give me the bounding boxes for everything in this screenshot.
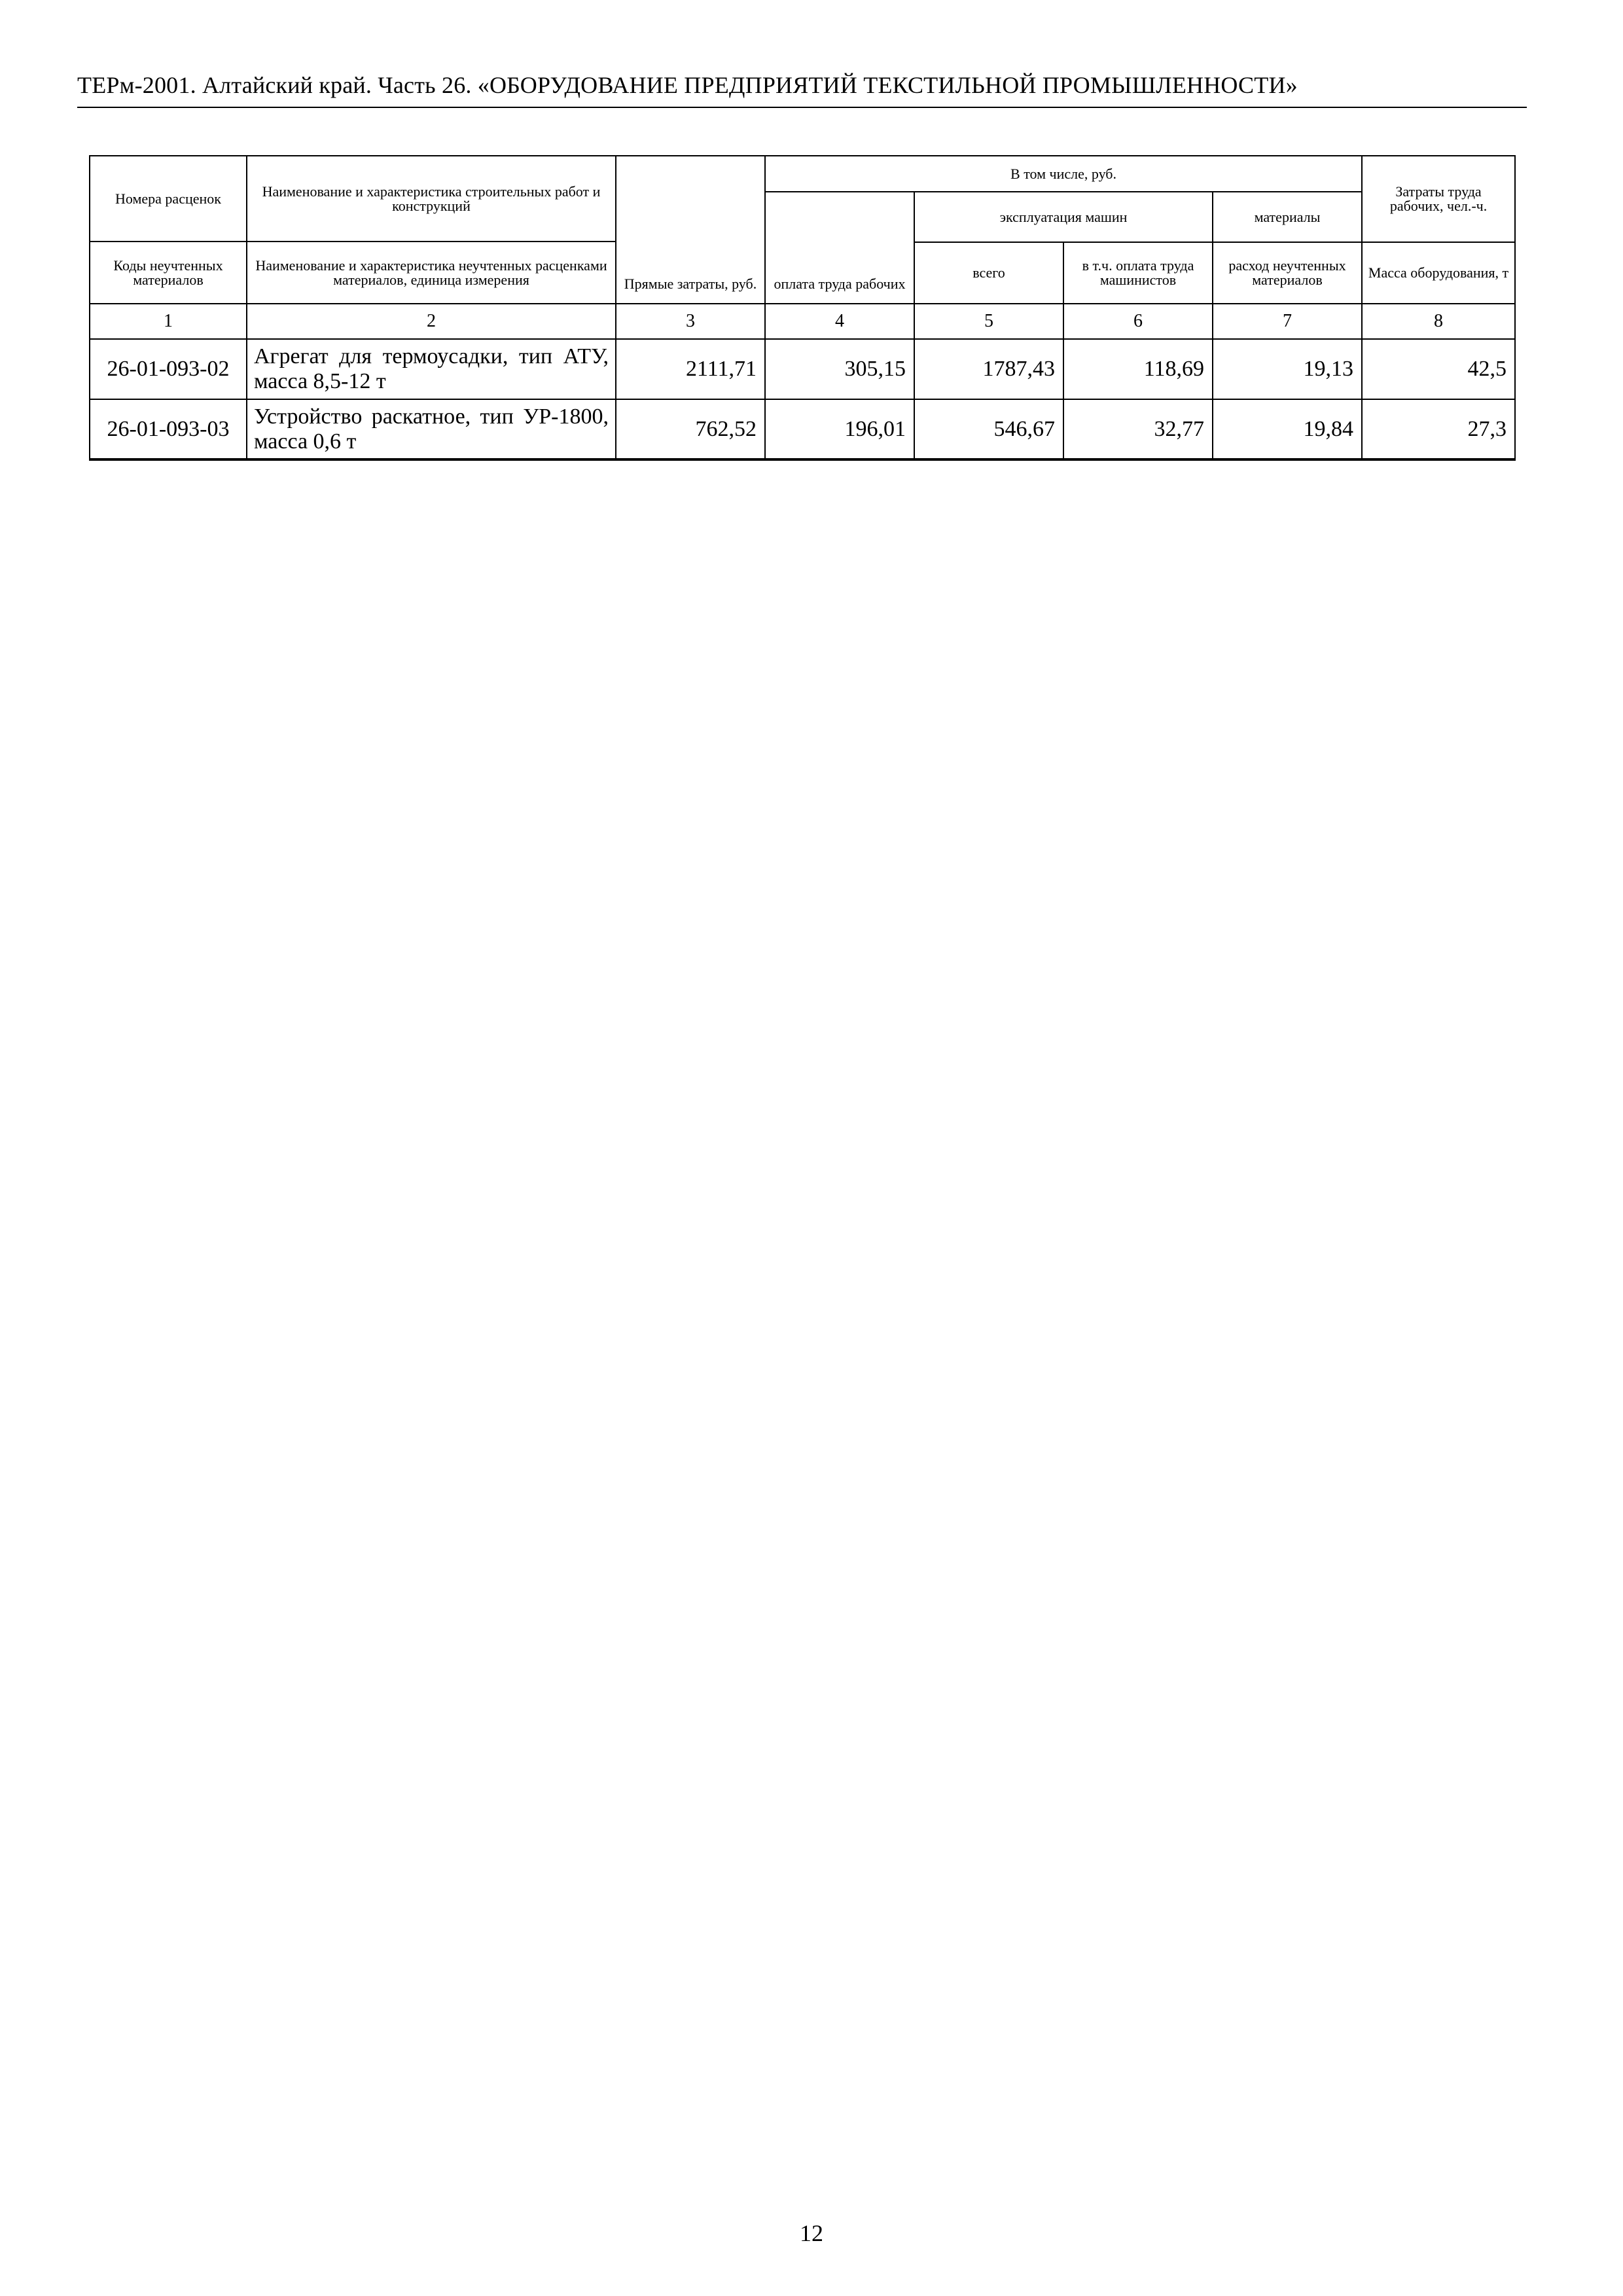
rates-table [89, 155, 1516, 461]
page-header-title: ТЕРм-2001. Алтайский край. Часть 26. «ОБОРУДОВАНИЕ ПРЕДПРИЯТИЙ ТЕКСТИЛЬНОЙ ПРОМЫШЛЕННОСТИ» [77, 72, 1298, 98]
header-direct-costs: Прямые затраты, руб. [616, 156, 765, 304]
column-number: 4 [765, 304, 914, 339]
header-labor-costs: Затраты труда рабочих, чел.-ч. [1362, 156, 1515, 242]
table-row [90, 399, 1515, 459]
header-materials: материалы [1213, 192, 1362, 242]
machines-total-value: 546,67 [914, 399, 1063, 459]
header-unaccounted-materials: расход неучтенных материалов [1213, 242, 1362, 304]
machines-total-value: 1787,43 [914, 339, 1063, 399]
direct-costs-value: 2111,71 [616, 339, 765, 399]
header-work-name: Наименование и характеристика строительных работ и конструкций [247, 156, 616, 242]
direct-costs-value: 762,52 [616, 399, 765, 459]
rate-code: 26-01-093-03 [90, 399, 247, 459]
page-number: 12 [800, 2220, 823, 2246]
header-worker-pay: оплата труда рабочих [765, 192, 914, 304]
column-number: 1 [90, 304, 247, 339]
column-number: 7 [1213, 304, 1362, 339]
header-including: В том числе, руб. [765, 156, 1362, 192]
header-machines-total: всего [914, 242, 1063, 304]
worker-pay-value: 305,15 [765, 339, 914, 399]
column-number: 6 [1063, 304, 1213, 339]
materials-value: 19,84 [1213, 399, 1362, 459]
header-material-codes: Коды неучтенных материалов [90, 242, 247, 304]
materials-value: 19,13 [1213, 339, 1362, 399]
column-number: 2 [247, 304, 616, 339]
labor-value: 27,3 [1362, 399, 1515, 459]
rate-name: Устройство раскатное, тип УР-1800, масса 0,6 т [247, 399, 616, 459]
column-number: 8 [1362, 304, 1515, 339]
labor-value: 42,5 [1362, 339, 1515, 399]
header-material-name: Наименование и характеристика неучтенных расценками материалов, единица измерения [247, 242, 616, 304]
column-number: 5 [914, 304, 1063, 339]
header-equipment-mass: Масса оборудования, т [1362, 242, 1515, 304]
column-numbers-row [90, 304, 1515, 339]
machinist-pay-value: 32,77 [1063, 399, 1213, 459]
worker-pay-value: 196,01 [765, 399, 914, 459]
header-machinist-pay: в т.ч. оплата труда машинистов [1063, 242, 1213, 304]
header-rule [77, 107, 1527, 108]
rate-code: 26-01-093-02 [90, 339, 247, 399]
table-row [90, 339, 1515, 399]
rate-name: Агрегат для термоусадки, тип АТУ, масса 8,5-12 т [247, 339, 616, 399]
column-number: 3 [616, 304, 765, 339]
header-machine-operation: эксплуатация машин [914, 192, 1213, 242]
machinist-pay-value: 118,69 [1063, 339, 1213, 399]
header-rate-numbers: Номера расценок [90, 156, 247, 242]
